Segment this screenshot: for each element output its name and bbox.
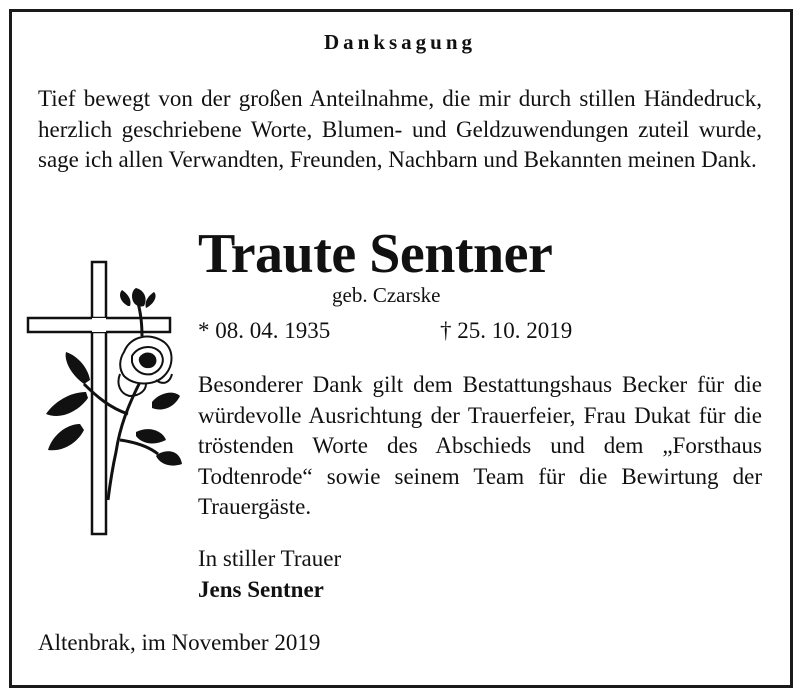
rose-bud [120, 288, 156, 308]
rose-bloom [118, 337, 172, 396]
place-and-date: Altenbrak, im November 2019 [38, 630, 321, 655]
thanks-paragraph: Besonderer Dank gilt dem Bestattungshaus Becker für die würdevolle Ausrichtung der Trauerfeier, Frau Dukat für die tröstenden Worte des Abschieds und dem „Forsthaus Todtenrode“ sowie seinem Team für die Bewirtung der Trauergäste. [198, 372, 762, 519]
birth-date: * 08. 04. 1935 [198, 318, 331, 343]
maiden-name: geb. Czarske [332, 283, 441, 307]
death-date: † 25. 10. 2019 [440, 318, 573, 343]
cross-with-rose-icon [24, 256, 184, 536]
notice-heading: Danksagung [323, 30, 477, 54]
intro-paragraph: Tief bewegt von der großen Anteilnahme, die mir durch stillen Händedruck, herzlich geschriebene Worte, Blumen- und Geldzuwendungen zuteil wurde, sage ich allen Verwandten, Freunden, Nachbarn und Bekannten meinen Dank. [38, 86, 762, 172]
signer-name: Jens Sentner [198, 577, 324, 602]
mourning-line: In stiller Trauer [198, 546, 342, 571]
deceased-name: Traute Sentner [198, 223, 553, 285]
